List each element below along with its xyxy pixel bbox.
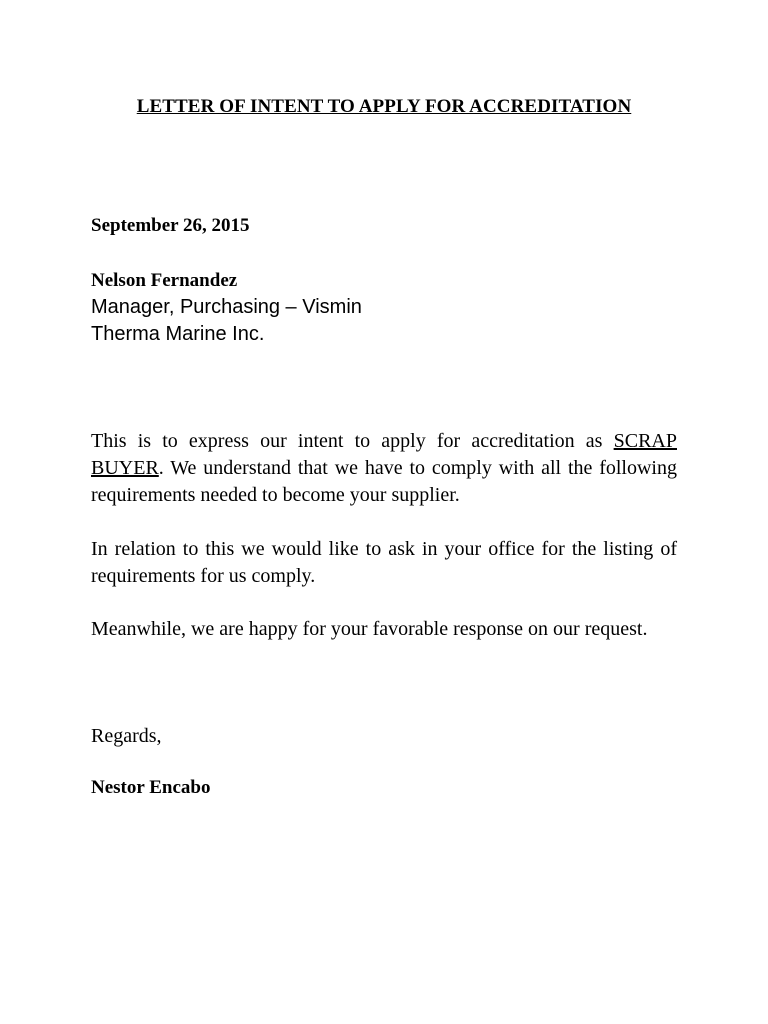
paragraph-request: In relation to this we would like to ask in your office for the listing of requirements for us comply.	[91, 538, 677, 587]
closing: Regards,	[91, 725, 162, 747]
letter-date: September 26, 2015	[91, 215, 250, 236]
paragraph-intent-start: This is to express our intent to apply for accreditation as	[91, 430, 614, 452]
recipient-name: Nelson Fernandez	[91, 270, 238, 291]
signatory-name: Nestor Encabo	[91, 777, 211, 798]
paragraph-intent-end: . We understand that we have to comply with all the following requirements needed to become your supplier.	[91, 457, 677, 506]
letter-title: LETTER OF INTENT TO APPLY FOR ACCREDITATION	[136, 96, 632, 117]
paragraph-response: Meanwhile, we are happy for your favorable response on our request.	[91, 618, 648, 640]
recipient-position: Manager, Purchasing – Vismin	[91, 296, 362, 318]
scrap-buyer-text: SCRAP BUYER	[91, 430, 677, 479]
paragraph-intent	[91, 428, 677, 509]
recipient-company: Therma Marine Inc.	[91, 323, 265, 345]
